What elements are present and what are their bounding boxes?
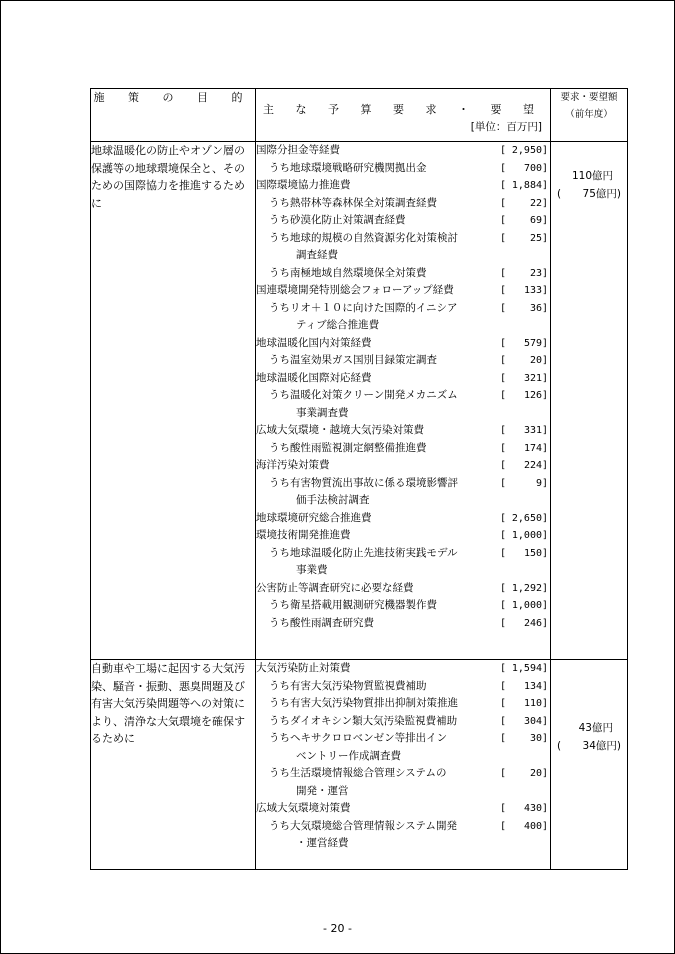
bracket-open: [: [500, 512, 507, 524]
budget-table: [90, 88, 628, 870]
amount-previous-paren: (: [557, 187, 562, 200]
bracket-close: ]: [541, 715, 548, 727]
amount-value: 400: [523, 820, 542, 832]
bracket-open: [: [500, 477, 507, 489]
table-row: [91, 660, 628, 870]
budget-item-label: うち砂漠化防止対策調査経費: [269, 214, 406, 226]
bracket-close: ]: [541, 820, 548, 832]
budget-item-label: 国際環境協力推進費: [256, 179, 351, 191]
budget-item: [256, 678, 550, 696]
items-cell: [256, 660, 551, 870]
budget-item: [256, 818, 550, 836]
bracket-open: [: [500, 197, 507, 209]
budget-item: [256, 265, 550, 283]
budget-item-label: ティブ総合推進費: [296, 319, 380, 331]
budget-item: [256, 160, 550, 178]
budget-item: [256, 660, 550, 678]
bracket-open: [: [500, 302, 507, 314]
bracket-open: [: [500, 715, 507, 727]
budget-item-label: うち地球環境戦略研究機関拠出金: [269, 161, 427, 174]
header-main: [256, 89, 551, 142]
bracket-open: [: [500, 680, 507, 692]
budget-item-label: うち有害大気汚染物質監視費補助: [269, 679, 427, 692]
budget-item: [256, 387, 550, 405]
budget-item-label: うち温室効果ガス国別目録策定調査: [269, 354, 437, 366]
amount-current: [551, 720, 627, 738]
budget-item-label: 価手法検討調査: [296, 494, 370, 506]
bracket-close: ]: [541, 337, 548, 349]
bracket-open: [: [500, 820, 507, 832]
budget-item: [256, 405, 550, 423]
header-purpose: 施 策 の 目 的: [91, 89, 256, 142]
purpose-cell: 地球温暖化の防止やオゾン層の保護等の地球環境保全と、そのための国際協力を推進するために: [91, 142, 256, 660]
budget-item: [256, 457, 550, 475]
budget-item-label: うち熱帯林等森林保全対策調査経費: [269, 196, 437, 209]
budget-item: [256, 835, 550, 853]
budget-item: [256, 212, 550, 230]
budget-item-label: うちリオ＋１０に向けた国際的イニシア: [269, 301, 458, 314]
amount-previous: [551, 738, 627, 756]
bracket-open: [: [500, 442, 507, 454]
page-number: - 20 -: [323, 922, 352, 935]
purpose-cell: 自動車や工場に起因する大気汚染、騒音・振動、悪臭問題及び有害大気汚染問題等への対策により、清浄な大気環境を確保するために: [91, 660, 256, 870]
amount-value: 20: [529, 768, 542, 779]
budget-item: [256, 615, 550, 633]
bracket-open: [: [500, 390, 507, 401]
amount-cell: [551, 142, 628, 660]
bracket-close: ]: [541, 733, 548, 744]
bracket-close: ]: [541, 663, 548, 674]
bracket-open: [: [500, 355, 507, 366]
header-amount-line1: 要求・要望額: [560, 92, 618, 103]
bracket-open: [: [500, 617, 507, 629]
amount-cell: [551, 660, 628, 870]
amount-value: 304: [523, 715, 542, 727]
budget-item-label: うち大気環境総合管理情報システム開発: [269, 819, 457, 832]
budget-item-label: 開発・運営: [296, 784, 349, 797]
amount-value: 430: [523, 803, 542, 814]
bracket-close: ]: [541, 803, 548, 814]
bracket-close: ]: [541, 145, 548, 156]
budget-item-label: うち有害物質流出事故に係る環境影響評: [269, 476, 458, 489]
bracket-close: ]: [541, 512, 548, 524]
budget-item-label: 国連環境開発特別総会フォローアップ経費: [256, 284, 454, 296]
budget-item-label: 広域大気環境・越境大気汚染対策費: [256, 424, 424, 436]
budget-item: [256, 492, 550, 510]
bracket-open: [: [500, 267, 507, 279]
amount-value: 22: [529, 197, 542, 209]
amount-value: 700: [523, 162, 542, 174]
budget-item: [256, 370, 550, 388]
amount-value: 1,884: [511, 180, 542, 191]
bracket-close: ]: [541, 302, 548, 314]
amount-value: 126: [523, 390, 542, 401]
bracket-open: [: [500, 733, 507, 744]
amount-value: 36: [529, 302, 542, 314]
amount-previous-value: 34億円): [582, 739, 621, 752]
budget-item: [256, 352, 550, 370]
budget-item-label: 事業調査費: [296, 406, 349, 419]
budget-item: [256, 713, 550, 731]
bracket-close: ]: [541, 547, 548, 559]
bracket-open: [: [500, 582, 507, 594]
bracket-open: [: [500, 547, 507, 559]
bracket-open: [: [500, 803, 507, 814]
bracket-close: ]: [541, 477, 548, 489]
budget-item: [256, 800, 550, 818]
bracket-close: ]: [541, 698, 548, 709]
budget-item-label: 事業費: [296, 564, 328, 576]
bracket-open: [: [500, 337, 507, 349]
budget-item-label: ベントリー作成調査費: [296, 749, 401, 762]
budget-item-label: うち地球温暖化防止先進技術実践モデル: [269, 546, 458, 559]
amount-previous-paren: (: [557, 739, 562, 752]
budget-item: [256, 142, 550, 160]
bracket-close: ]: [541, 530, 548, 541]
amount-value: 1,000: [511, 600, 542, 611]
amount-value: 246: [523, 617, 542, 629]
bracket-close: ]: [541, 285, 548, 296]
amount-current: [551, 168, 627, 186]
bracket-open: [: [500, 768, 507, 779]
budget-item-label: 公害防止等調査研究に必要な経費: [256, 581, 414, 594]
amount-value: 2,950: [511, 145, 542, 156]
amount-previous: [551, 186, 627, 204]
budget-item: [256, 230, 550, 248]
bracket-close: ]: [541, 197, 548, 209]
amount-value: 331: [523, 425, 542, 436]
budget-item-label: 地球温暖化国内対策経費: [256, 336, 372, 349]
bracket-close: ]: [541, 372, 548, 384]
bracket-close: ]: [541, 582, 548, 594]
amount-value: 1,292: [511, 582, 542, 594]
budget-item-label: 地球温暖化国際対応経費: [256, 371, 372, 384]
amount-value: 20: [529, 355, 542, 366]
budget-item: [256, 475, 550, 493]
amount-value: 579: [523, 337, 542, 349]
bracket-close: ]: [541, 425, 548, 436]
budget-item: [256, 422, 550, 440]
bracket-open: [: [500, 162, 507, 174]
budget-item: [256, 510, 550, 528]
budget-item: [256, 562, 550, 580]
bracket-close: ]: [541, 442, 548, 454]
budget-item-label: 地球環境研究総合推進費: [256, 511, 372, 524]
bracket-open: [: [500, 460, 507, 471]
budget-item-label: 広域大気環境対策費: [256, 802, 351, 814]
bracket-close: ]: [541, 355, 548, 366]
amount-value: 30: [529, 733, 542, 744]
budget-item: [256, 783, 550, 801]
amount-value: 2,650: [511, 512, 542, 524]
bracket-close: ]: [541, 232, 548, 244]
budget-item: [256, 177, 550, 195]
bracket-open: [: [500, 530, 507, 541]
budget-item-label: 国際分担金等経費: [256, 144, 340, 156]
budget-item: [256, 317, 550, 335]
header-main-title: 主 な 予 算 要 求 ・ 要 望: [263, 103, 543, 116]
budget-item-label: うち有害大気汚染物質排出抑制対策推進: [269, 697, 458, 709]
table-header-row: [91, 89, 628, 142]
budget-item: [256, 300, 550, 318]
amount-value: 1,594: [511, 663, 542, 674]
bracket-open: [: [500, 372, 507, 384]
amount-value: 1,000: [511, 530, 542, 541]
amount-current-value: 110億円: [571, 170, 613, 182]
budget-item: [256, 748, 550, 766]
table-row: [91, 142, 628, 660]
budget-item-label: うち温暖化対策クリーン開発メカニズム: [269, 389, 458, 401]
budget-item-label: うち地球的規模の自然資源劣化対策検討: [269, 231, 458, 244]
amount-value: 321: [523, 372, 542, 384]
bracket-open: [: [500, 425, 507, 436]
amount-value: 110: [523, 698, 542, 709]
amount-value: 23: [529, 267, 542, 279]
bracket-close: ]: [541, 267, 548, 279]
amount-value: 133: [523, 285, 542, 296]
bracket-open: [: [500, 145, 507, 156]
budget-item-label: うち南極地域自然環境保全対策費: [269, 266, 427, 279]
budget-item: [256, 247, 550, 265]
budget-item: [256, 695, 550, 713]
budget-item-label: 海洋汚染対策費: [256, 459, 330, 471]
header-unit: [単位：百万円]: [470, 121, 542, 133]
bracket-close: ]: [541, 215, 548, 226]
budget-item: [256, 440, 550, 458]
header-amount: [551, 89, 628, 142]
amount-current-value: 43億円: [578, 722, 613, 734]
bracket-open: [: [500, 698, 507, 709]
budget-item-label: 大気汚染防止対策費: [256, 662, 351, 674]
amount-value: 134: [523, 680, 542, 692]
budget-item: [256, 527, 550, 545]
amount-value: 150: [523, 547, 542, 559]
bracket-close: ]: [541, 162, 548, 174]
budget-item: [256, 730, 550, 748]
bracket-open: [: [500, 180, 507, 191]
bracket-close: ]: [541, 680, 548, 692]
items-cell: [256, 142, 551, 660]
budget-item: [256, 282, 550, 300]
budget-item-label: 調査経費: [296, 249, 338, 261]
budget-item: [256, 597, 550, 615]
amount-previous-value: 75億円): [582, 187, 621, 200]
budget-item-label: うち酸性雨監視測定網整備推進費: [269, 441, 427, 454]
bracket-open: [: [500, 232, 507, 244]
bracket-open: [: [500, 663, 507, 674]
budget-item-label: うち生活環境情報総合管理システムの: [269, 767, 447, 779]
budget-item-label: うちヘキサクロロベンゼン等排出イン: [269, 732, 448, 744]
bracket-close: ]: [541, 390, 548, 401]
amount-value: 69: [529, 215, 542, 226]
header-amount-line2: （前年度）: [565, 109, 613, 120]
budget-item-label: うち酸性雨調査研究費: [269, 616, 374, 629]
amount-value: 174: [523, 442, 542, 454]
budget-item-label: 環境技術開発推進費: [256, 529, 351, 541]
amount-value: 25: [529, 232, 542, 244]
bracket-open: [: [500, 285, 507, 296]
budget-item: [256, 195, 550, 213]
bracket-open: [: [500, 215, 507, 226]
budget-item: [256, 580, 550, 598]
bracket-close: ]: [541, 768, 548, 779]
budget-item: [256, 335, 550, 353]
bracket-close: ]: [541, 460, 548, 471]
budget-item-label: うちダイオキシン類大気汚染監視費補助: [269, 714, 458, 727]
budget-item-label: うち衛星搭載用観測研究機器製作費: [269, 599, 437, 611]
amount-value: 224: [523, 460, 542, 471]
bracket-close: ]: [541, 617, 548, 629]
bracket-close: ]: [541, 180, 548, 191]
budget-item: [256, 545, 550, 563]
bracket-open: [: [500, 600, 507, 611]
bracket-close: ]: [541, 600, 548, 611]
budget-item-label: ・運営経費: [296, 837, 349, 849]
amount-value: 9: [535, 477, 542, 489]
budget-item: [256, 765, 550, 783]
